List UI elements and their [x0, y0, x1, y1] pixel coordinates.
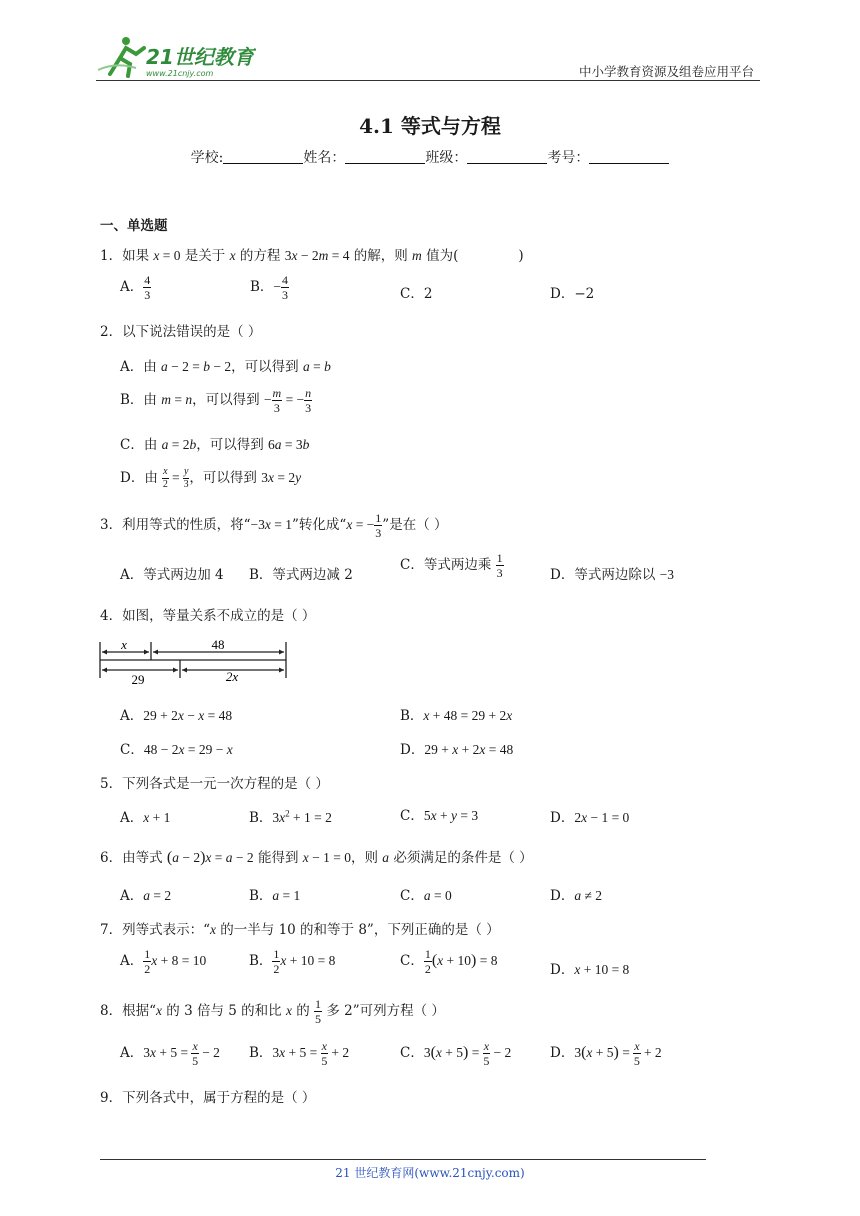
logo-url: www.21cnjy.com — [146, 69, 214, 78]
q5-option-b: B．$3x^2 + 1 = 2$ — [249, 808, 332, 826]
question-8: 8．根据“x 的 3 倍与 5 的和比 x 的 $\frac{1}{5}$ 多 2”可列方程（ ） — [100, 997, 445, 1026]
q3-option-d: D．等式两边除以 −3 — [550, 567, 674, 583]
student-info-fields — [0, 147, 860, 167]
q7-option-d: D．x + 10 = 8 — [550, 962, 630, 978]
q3-option-a: A．等式两边加 4 — [120, 567, 224, 583]
q4-option-b: B．x + 48 = 29 + 2x — [400, 708, 513, 724]
q3-option-c: C．等式两边乘 $\frac{1}{3}$ — [400, 551, 503, 580]
diagram-label-29: 29 — [131, 672, 145, 686]
q1-option-c: C．2 — [400, 286, 433, 302]
name-blank — [345, 149, 425, 164]
q4-option-d: D．29 + x + 2x = 48 — [400, 742, 514, 758]
q2-option-c: C．由 a = 2b，可以得到 6a = 3b — [120, 437, 310, 453]
footer-text: 21 世纪教育网(www.21cnjy.com) — [335, 1166, 525, 1180]
site-logo — [96, 34, 256, 80]
q2-option-b: B．由 m = n，可以得到 − $\frac{m}{3}$ = − $\frac{n}{3}$ — [120, 386, 312, 415]
q5-option-a: A．x + 1 — [120, 810, 171, 826]
page-title: 4.1 等式与方程 — [359, 114, 501, 138]
q6-option-c: C．a = 0 — [400, 888, 452, 904]
q7-option-c: C． $\frac{1}{2}$ (x + 10) = 8 — [400, 947, 498, 976]
q2-option-d: D．由 $\frac{x}{2}$ = $\frac{y}{3}$ ，可以得到 3x = 2y — [120, 466, 302, 490]
q5-option-c: C．5x + y = 3 — [400, 808, 479, 824]
footer-divider — [100, 1159, 706, 1160]
q1-option-d: D．−2 — [550, 286, 595, 302]
question-2: 2．以下说法错误的是（ ） — [100, 324, 262, 340]
school-blank — [223, 149, 303, 164]
q2-option-a: A．由 a − 2 = b − 2，可以得到 a = b — [120, 359, 331, 375]
diagram-label-x: x — [121, 637, 127, 652]
q8-option-b: B．3x + 5 = $\frac{x}{5}$ + 2 — [249, 1039, 350, 1068]
q8-option-c: C．3(x + 5) = $\frac{x}{5}$ − 2 — [400, 1039, 512, 1068]
header-divider — [96, 80, 760, 81]
line-segment-diagram — [96, 634, 292, 686]
class-label: 班级： — [425, 150, 468, 166]
header-platform-text: 中小学教育资源及组卷应用平台 — [578, 65, 754, 79]
number-label: 考号： — [547, 150, 590, 166]
q7-option-a: A． $\frac{1}{2}$ x + 8 = 10 — [120, 947, 207, 976]
question-4: 4．如图，等量关系不成立的是（ ） — [100, 608, 316, 624]
q6-option-b: B．a = 1 — [249, 888, 301, 904]
q8-option-a: A．3x + 5 = $\frac{x}{5}$ − 2 — [120, 1039, 220, 1068]
q6-option-d: D．a ≠ 2 — [550, 888, 602, 904]
q1-option-b: B．− $\frac{4}{3}$ — [250, 273, 289, 302]
runner-icon — [98, 37, 144, 76]
q8-option-d: D．3(x + 5) = $\frac{x}{5}$ + 2 — [550, 1039, 662, 1068]
question-3: 3．利用等式的性质，将“−3x = 1”转化成“x = − $\frac{1}{3}$ ”是在（ ） — [100, 511, 448, 540]
question-6: 6．由等式 (a − 2)x = a − 2 能得到 x − 1 = 0，则 a 必须满足的条件是（ ） — [100, 849, 533, 866]
diagram-label-48: 48 — [211, 637, 225, 652]
class-blank — [467, 149, 547, 164]
q4-option-a: A．29 + 2x − x = 48 — [120, 708, 233, 724]
number-blank — [589, 149, 669, 164]
question-9: 9．下列各式中，属于方程的是（ ） — [100, 1090, 316, 1106]
q6-option-a: A．a = 2 — [120, 888, 172, 904]
name-label: 姓名： — [303, 150, 346, 166]
q4-option-c: C．48 − 2x = 29 − x — [120, 742, 233, 758]
question-1: 1．如果 x = 0 是关于 x 的方程 3x − 2m = 4 的解，则 m 值为( ) — [100, 248, 524, 264]
logo-text: 21世纪教育 — [146, 45, 254, 69]
question-5: 5．下列各式是一元一次方程的是（ ） — [100, 776, 329, 792]
q5-option-d: D．2x − 1 = 0 — [550, 810, 630, 826]
q1-option-a: A． $\frac{4}{3}$ — [120, 273, 151, 302]
q7-option-b: B． $\frac{1}{2}$ x + 10 = 8 — [249, 947, 336, 976]
question-7: 7．列等式表示：“x 的一半与 10 的和等于 8”，下列正确的是（ ） — [100, 922, 500, 938]
diagram-label-2x: 2x — [225, 669, 239, 684]
section-heading: 一、单选题 — [100, 218, 168, 234]
q3-option-b: B．等式两边减 2 — [249, 567, 353, 583]
school-label: 学校: — [190, 150, 224, 166]
